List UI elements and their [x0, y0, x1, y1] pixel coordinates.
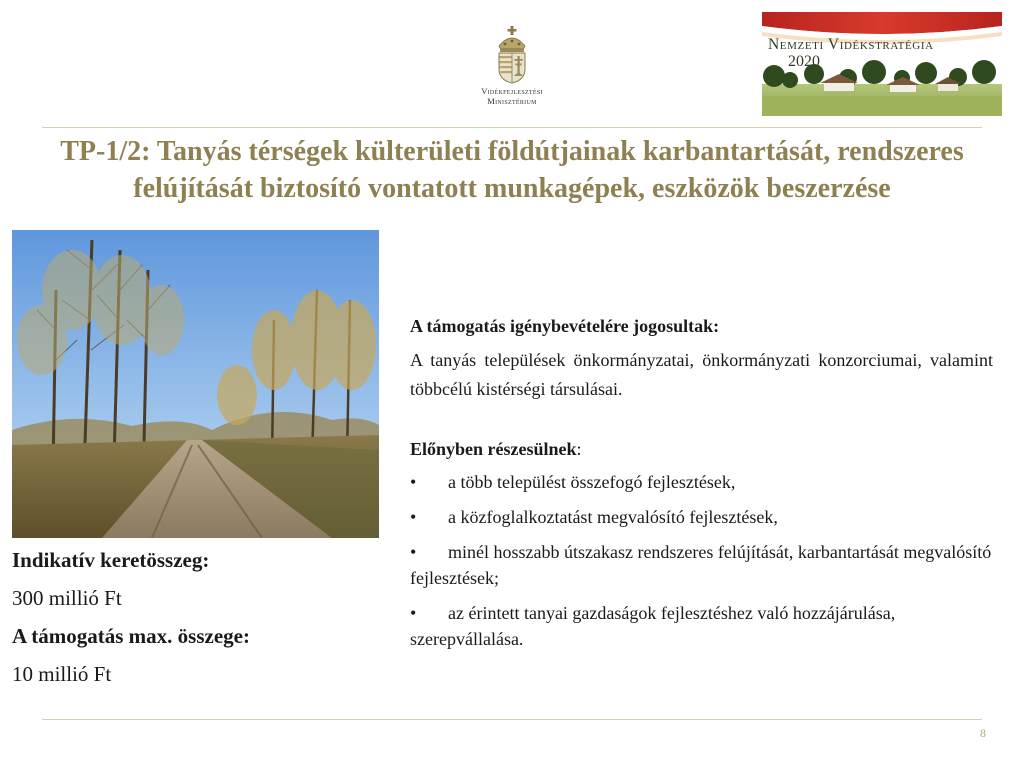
bullet-icon: •: [410, 472, 417, 492]
eligible-heading: A támogatás igénybevételére jogosultak:: [410, 316, 720, 336]
advantage-item-text: a több települést összefogó fejlesztések,: [448, 472, 736, 492]
bullet-icon: •: [410, 542, 417, 562]
slide-title: TP-1/2: Tanyás térségek külterületi földútjainak karbantartását, rendszeres felújítását biztosító vontatott munkagépek, eszközök beszerzése: [60, 136, 964, 204]
top-divider: [42, 127, 982, 128]
list-item: [410, 600, 993, 652]
advantage-item-text: az érintett tanyai gazdaságok fejlesztéshez való hozzájárulása, szerepvállalása.: [410, 603, 896, 649]
advantage-heading-text: Előnyben részesülnek: [410, 439, 577, 459]
strategy-year: 2020: [788, 53, 820, 70]
advantage-item-text: minél hosszabb útszakasz rendszeres felújítását, karbantartását megvalósító fejlesztések;: [410, 542, 992, 588]
bottom-divider: [42, 719, 982, 720]
list-item: [410, 539, 993, 591]
dirt-road-landscape-icon: [12, 230, 379, 538]
eligible-text: A tanyás települések önkormányzatai, önkormányzati konzorciumai, valamint többcélú kistérségi társulásai.: [410, 350, 993, 399]
strategy-logo: [762, 12, 1002, 116]
ministry-name-line2: Minisztérium: [487, 96, 537, 106]
ministry-name-line1: Vidékfejlesztési: [481, 86, 543, 96]
list-item: [410, 469, 993, 495]
advantage-item-text: a közfoglalkoztatást megvalósító fejlesztések,: [448, 507, 778, 527]
page-number: 8: [980, 726, 986, 740]
bullet-icon: •: [410, 603, 417, 623]
advantage-list: [410, 469, 993, 652]
advantage-heading: [410, 435, 993, 463]
eligibility-section: [410, 312, 993, 661]
budget-label: Indikatív keretösszeg:: [12, 548, 210, 572]
bullet-icon: •: [410, 507, 417, 527]
funding-summary: [12, 541, 382, 693]
advantage-heading-colon: :: [576, 439, 582, 459]
list-item: [410, 504, 993, 530]
budget-value: 300 millió Ft: [12, 586, 122, 610]
max-support-label: A támogatás max. összege:: [12, 624, 250, 648]
coat-of-arms-icon: [495, 26, 529, 84]
strategy-title: Nemzeti Vidékstratégia: [768, 36, 934, 53]
ministry-logo: [462, 26, 562, 118]
max-support-value: 10 millió Ft: [12, 662, 112, 686]
dirt-road-photo: [12, 230, 379, 538]
